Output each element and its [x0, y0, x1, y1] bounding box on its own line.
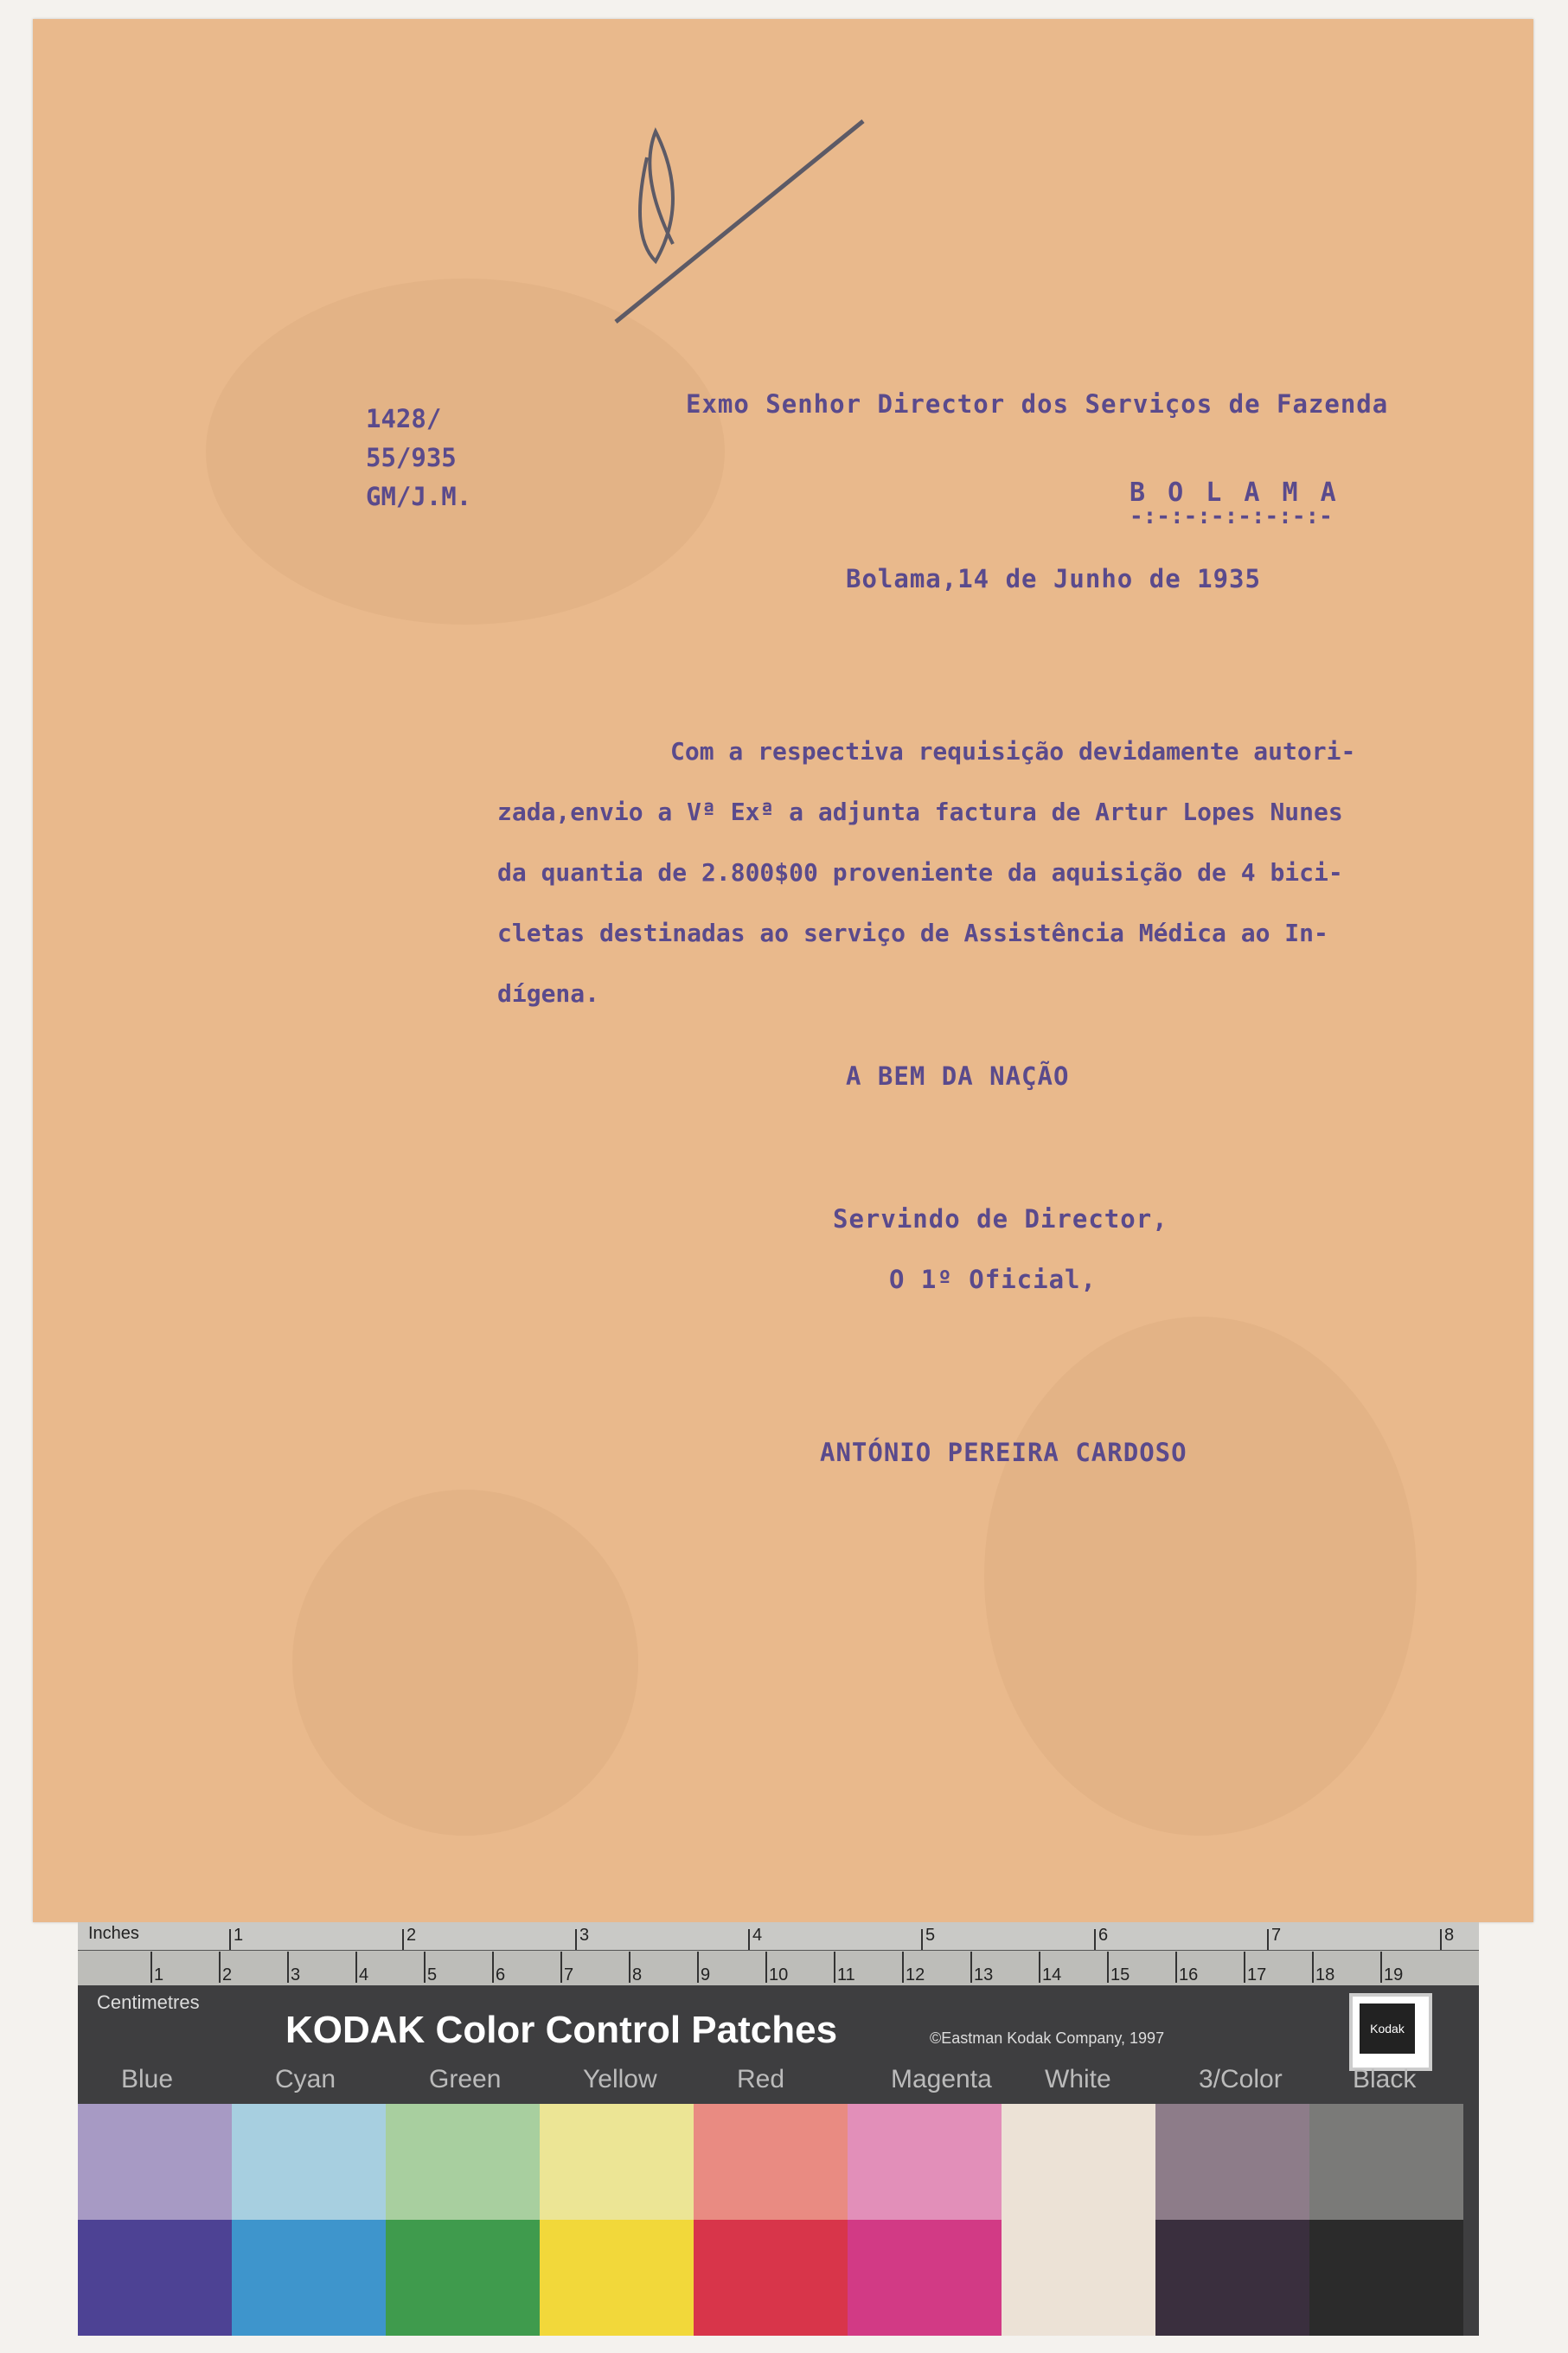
ruler-tick	[748, 1929, 750, 1950]
ruler-tick	[1094, 1929, 1096, 1950]
color-patch-bottom	[232, 2220, 386, 2336]
ruler-cm-number: 14	[1042, 1965, 1062, 1984]
ruler-cm-number: 13	[974, 1965, 994, 1984]
ruler-cm-label: Centimetres	[97, 1991, 200, 2013]
ruler-inch-number: 2	[406, 1926, 417, 1945]
ruler-cm-number: 16	[1179, 1965, 1199, 1984]
color-patch-bottom	[694, 2220, 848, 2336]
ruler-cm-number: 7	[564, 1965, 574, 1984]
ruler-tick	[560, 1952, 562, 1983]
kodak-logo-text: Kodak	[1360, 2004, 1415, 2054]
ruler-cm-number: 15	[1110, 1965, 1130, 1984]
ruler-tick	[1107, 1952, 1109, 1983]
body-line: da quantia de 2.800$00 proveniente da aquisição de 4 bici-	[497, 858, 1343, 887]
patch-label: Magenta	[891, 2065, 992, 2093]
ruler-tick	[1244, 1952, 1245, 1983]
reference-line: GM/J.M.	[366, 482, 472, 511]
target-title: KODAK Color Control Patches	[285, 2009, 838, 2051]
color-patch-top	[78, 2104, 232, 2220]
ruler-tick	[402, 1929, 404, 1950]
reference-number	[366, 400, 471, 516]
ruler-inch-number: 3	[579, 1926, 590, 1945]
ruler-tick	[697, 1952, 699, 1983]
ruler-cm-number: 1	[154, 1965, 164, 1984]
ruler-cm-number: 5	[427, 1965, 438, 1984]
ruler-cm-number: 11	[837, 1965, 855, 1984]
ruler-cm-number: 6	[496, 1965, 506, 1984]
ruler-tick	[1175, 1952, 1177, 1983]
color-patch-top	[1309, 2104, 1463, 2220]
ruler-tick	[492, 1952, 494, 1983]
ruler-cm-number: 9	[701, 1965, 711, 1984]
patch-label: Black	[1353, 2065, 1417, 2093]
ruler-inch-number: 1	[234, 1926, 244, 1945]
location-underline: -:-:-:-:-:-:-:-	[1130, 503, 1333, 529]
reference-line: 55/935	[366, 443, 457, 472]
patch-labels	[78, 2065, 1479, 2100]
color-patch-bottom	[78, 2220, 232, 2336]
ruler-tick	[287, 1952, 289, 1983]
reference-line: 1428/	[366, 404, 442, 433]
color-patch-top	[1002, 2104, 1155, 2220]
signoff-role: O 1º Oficial,	[889, 1265, 1097, 1294]
color-patch-bottom	[848, 2220, 1002, 2336]
ruler-tick	[150, 1952, 152, 1983]
body-line: cletas destinadas ao serviço de Assistência Médica ao In-	[497, 919, 1328, 947]
paper-stain	[984, 1317, 1417, 1836]
patch-label: Blue	[121, 2065, 174, 2093]
ruler-tick	[765, 1952, 767, 1983]
location: B O L A M A	[1130, 478, 1340, 508]
patch-label: Red	[737, 2065, 785, 2093]
ruler-cm-number: 10	[769, 1965, 789, 1984]
document-page	[33, 19, 1533, 1922]
copyright-text: ©Eastman Kodak Company, 1997	[930, 2029, 1165, 2047]
color-patch-top	[232, 2104, 386, 2220]
ruler-tick	[970, 1952, 972, 1983]
ruler-cm-number: 4	[359, 1965, 369, 1984]
ruler-tick	[355, 1952, 357, 1983]
ruler-cm-number: 2	[222, 1965, 233, 1984]
patch-label: Green	[429, 2065, 502, 2093]
paper-stain	[292, 1490, 638, 1836]
body-text	[497, 721, 1518, 1024]
ruler-inch-number: 4	[752, 1926, 763, 1945]
ruler-inches	[78, 1922, 1479, 1950]
ruler-tick	[834, 1952, 835, 1983]
patch-label: White	[1045, 2065, 1111, 2093]
ruler-cm-number: 19	[1384, 1965, 1404, 1984]
ruler-tick	[219, 1952, 221, 1983]
ruler-tick	[1312, 1952, 1314, 1983]
ruler-cm-number: 3	[291, 1965, 301, 1984]
color-patch-top	[848, 2104, 1002, 2220]
ruler-tick	[902, 1952, 904, 1983]
color-patch-bottom	[1309, 2220, 1463, 2336]
ruler-inch-number: 7	[1271, 1926, 1282, 1945]
color-patch-top	[540, 2104, 694, 2220]
addressee: Exmo Senhor Director dos Serviços de Fazenda	[686, 389, 1389, 419]
body-line: Com a respectiva requisição devidamente autori-	[670, 737, 1356, 766]
handwritten-mark-icon	[604, 97, 898, 339]
ruler-inch-number: 8	[1444, 1926, 1455, 1945]
ruler-cm-number: 8	[632, 1965, 643, 1984]
ruler-cm-number: 17	[1247, 1965, 1267, 1984]
ruler-tick	[1039, 1952, 1040, 1983]
color-patch-bottom	[1002, 2220, 1155, 2336]
color-patch-bottom	[540, 2220, 694, 2336]
ruler-tick	[1380, 1952, 1382, 1983]
kodak-color-target	[78, 1922, 1479, 2336]
ruler-tick	[629, 1952, 630, 1983]
ruler-tick	[1440, 1929, 1442, 1950]
ruler-inch-number: 5	[925, 1926, 936, 1945]
ruler-tick	[424, 1952, 426, 1983]
body-line: dígena.	[497, 979, 600, 1008]
patch-label: 3/Color	[1199, 2065, 1283, 2093]
patch-label: Cyan	[275, 2065, 336, 2093]
color-patch-top	[1155, 2104, 1309, 2220]
patch-label: Yellow	[583, 2065, 657, 2093]
date-line: Bolama,14 de Junho de 1935	[846, 564, 1261, 593]
closing-line: A BEM DA NAÇÃO	[846, 1061, 1070, 1091]
ruler-cm-number: 18	[1315, 1965, 1335, 1984]
ruler-cm-number: 12	[906, 1965, 925, 1984]
signoff-title: Servindo de Director,	[833, 1204, 1168, 1234]
signature-name: ANTÓNIO PEREIRA CARDOSO	[820, 1438, 1187, 1467]
color-patch-top	[694, 2104, 848, 2220]
ruler-tick	[1267, 1929, 1269, 1950]
body-line: zada,envio a Vª Exª a adjunta factura de Artur Lopes Nunes	[497, 798, 1343, 826]
color-patch-bottom	[386, 2220, 540, 2336]
color-patch-top	[386, 2104, 540, 2220]
ruler-tick	[229, 1929, 231, 1950]
ruler-tick	[921, 1929, 923, 1950]
ruler-tick	[575, 1929, 577, 1950]
ruler-inch-number: 6	[1098, 1926, 1109, 1945]
kodak-logo-icon	[1349, 1993, 1432, 2071]
ruler-inches-label: Inches	[88, 1924, 139, 1943]
color-patch-bottom	[1155, 2220, 1309, 2336]
